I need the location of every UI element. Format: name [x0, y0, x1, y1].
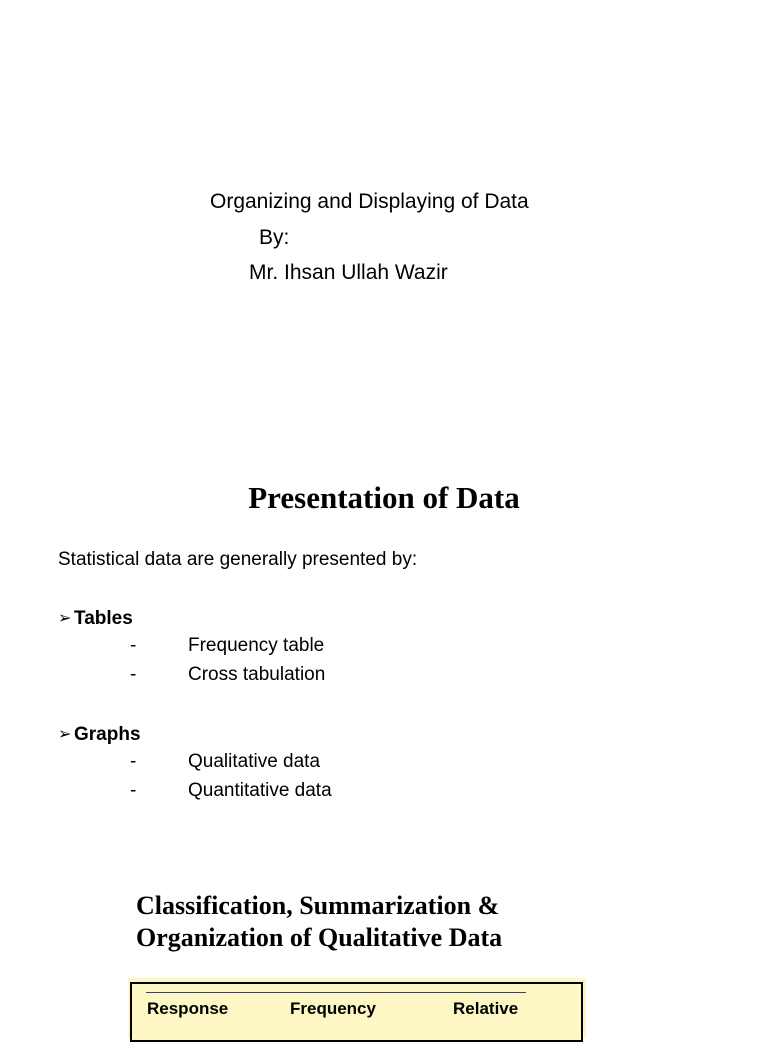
list-item [58, 747, 321, 776]
column-header-response: Response [147, 999, 229, 1018]
heading-line: Classification, Summarization & [136, 891, 500, 920]
presentation-heading: Presentation of Data [248, 480, 520, 515]
list-item-label: Cross tabulation [188, 664, 326, 685]
list-item [58, 631, 325, 660]
dash-marker: - [130, 635, 137, 656]
by-label: By: [259, 226, 290, 249]
group-heading [58, 723, 141, 747]
group-label: Graphs [74, 724, 141, 745]
author-name: Mr. Ihsan Ullah Wazir [249, 261, 448, 284]
list-item [58, 660, 326, 689]
list-item-label: Qualitative data [188, 751, 321, 772]
arrowhead-bullet-icon: ➢ [58, 610, 72, 627]
dash-marker: - [130, 664, 137, 685]
intro-text: Statistical data are generally presented by: [58, 549, 418, 570]
column-header-relative: Relative [453, 999, 519, 1018]
column-header-frequency: Frequency [290, 999, 376, 1018]
arrowhead-bullet-icon: ➢ [58, 726, 72, 743]
list-item-label: Quantitative data [188, 780, 332, 801]
list-item-label: Frequency table [188, 635, 325, 656]
dash-marker: - [130, 780, 137, 801]
table-frame [130, 982, 583, 1042]
group-heading [58, 607, 133, 631]
classification-heading [136, 890, 502, 954]
heading-line: Organization of Qualitative Data [136, 923, 503, 952]
table-top-rule [146, 992, 526, 993]
frequency-table [128, 978, 586, 1038]
group-label: Tables [74, 608, 133, 629]
list-item [58, 776, 332, 805]
dash-marker: - [130, 751, 137, 772]
graphs-group [58, 723, 332, 805]
document-title: Organizing and Displaying of Data [210, 190, 529, 213]
tables-group [58, 607, 326, 689]
